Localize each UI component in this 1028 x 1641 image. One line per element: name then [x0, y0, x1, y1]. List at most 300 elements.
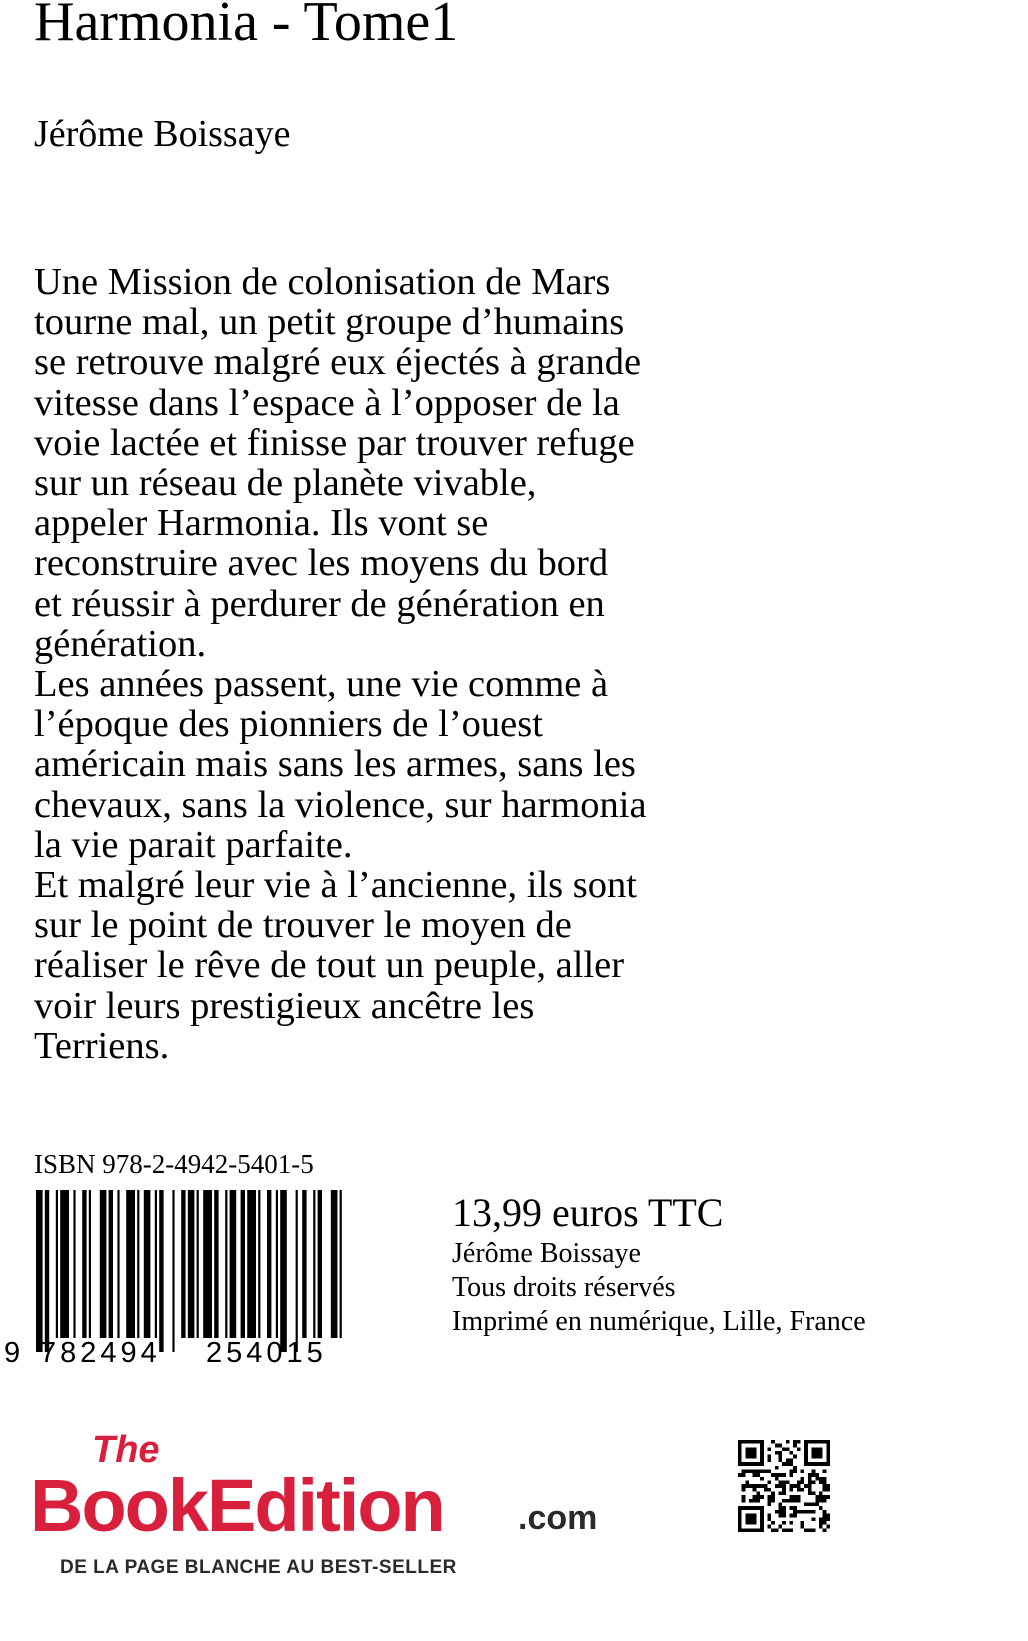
qr-module: [775, 1473, 779, 1477]
qr-modules: [738, 1440, 830, 1532]
qr-module: [738, 1506, 742, 1510]
qr-module: [742, 1488, 746, 1492]
logo-the: The: [92, 1429, 160, 1471]
qr-module: [767, 1495, 771, 1499]
qr-module: [797, 1447, 801, 1451]
qr-module: [819, 1440, 823, 1444]
qr-module: [782, 1528, 786, 1532]
qr-module: [771, 1528, 775, 1532]
qr-module: [815, 1447, 819, 1451]
qr-module: [808, 1503, 812, 1507]
qr-module: [790, 1521, 794, 1525]
qr-module: [826, 1488, 830, 1492]
qr-module: [804, 1462, 808, 1466]
qr-module: [819, 1495, 823, 1499]
qr-module: [819, 1477, 823, 1481]
barcode-bar: [89, 1190, 91, 1338]
qr-module: [749, 1440, 753, 1444]
qr-module: [786, 1499, 790, 1503]
qr-module: [826, 1525, 830, 1529]
qr-module: [819, 1521, 823, 1525]
qr-module: [808, 1462, 812, 1466]
qr-module: [745, 1451, 749, 1455]
qr-module: [819, 1462, 823, 1466]
qr-module: [812, 1447, 816, 1451]
qr-module: [742, 1473, 746, 1477]
qr-module: [793, 1510, 797, 1514]
qr-module: [771, 1440, 775, 1444]
qr-module: [812, 1462, 816, 1466]
qr-module: [753, 1521, 757, 1525]
qr-module: [808, 1510, 812, 1514]
qr-module: [801, 1488, 805, 1492]
qr-module: [793, 1466, 797, 1470]
qr-module: [767, 1525, 771, 1529]
publication-author: Jérôme Boissaye: [452, 1238, 641, 1269]
qr-module: [771, 1521, 775, 1525]
qr-module: [782, 1492, 786, 1496]
qr-module: [745, 1521, 749, 1525]
barcode-bar: [214, 1190, 218, 1338]
qr-module: [808, 1480, 812, 1484]
qr-module: [778, 1503, 782, 1507]
bookedition-logo: [30, 1430, 600, 1630]
qr-module: [782, 1473, 786, 1477]
qr-module: [801, 1525, 805, 1529]
qr-module: [753, 1469, 757, 1473]
barcode-bar: [230, 1190, 237, 1338]
qr-module: [797, 1484, 801, 1488]
qr-module: [823, 1469, 827, 1473]
qr-module: [756, 1528, 760, 1532]
qr-module: [767, 1503, 771, 1507]
qr-module: [801, 1469, 805, 1473]
qr-module: [767, 1499, 771, 1503]
qr-module: [767, 1455, 771, 1459]
qr-module: [826, 1447, 830, 1451]
qr-module: [782, 1447, 786, 1451]
qr-module: [760, 1469, 764, 1473]
qr-module: [749, 1455, 753, 1459]
qr-module: [815, 1462, 819, 1466]
qr-module: [742, 1528, 746, 1532]
qr-module: [826, 1462, 830, 1466]
qr-module: [742, 1469, 746, 1473]
qr-module: [778, 1525, 782, 1529]
qr-module: [801, 1521, 805, 1525]
qr-module: [756, 1469, 760, 1473]
qr-module: [756, 1462, 760, 1466]
qr-module: [764, 1469, 768, 1473]
barcode-bar: [36, 1190, 43, 1352]
qr-module: [808, 1477, 812, 1481]
qr-module: [782, 1480, 786, 1484]
qr-module: [753, 1455, 757, 1459]
qr-module: [771, 1473, 775, 1477]
qr-module: [745, 1480, 749, 1484]
barcode-bar: [137, 1190, 139, 1338]
qr-module: [801, 1477, 805, 1481]
qr-module: [826, 1514, 830, 1518]
qr-module: [793, 1499, 797, 1503]
qr-module: [826, 1495, 830, 1499]
qr-module: [797, 1499, 801, 1503]
qr-module: [753, 1528, 757, 1532]
qr-module: [775, 1477, 779, 1481]
qr-module: [756, 1495, 760, 1499]
barcode-bar: [280, 1190, 287, 1352]
qr-module: [756, 1499, 760, 1503]
qr-module: [804, 1510, 808, 1514]
qr-module: [764, 1484, 768, 1488]
qr-module: [823, 1477, 827, 1481]
qr-module: [738, 1440, 742, 1444]
qr-module: [823, 1484, 827, 1488]
barcode-bar: [126, 1190, 135, 1338]
synopsis-line: génération.: [34, 622, 207, 665]
barcode-bar: [144, 1190, 151, 1338]
qr-module: [760, 1510, 764, 1514]
qr-module: [749, 1447, 753, 1451]
barcode-bar: [296, 1190, 298, 1352]
qr-module: [804, 1444, 808, 1448]
qr-module: [804, 1455, 808, 1459]
qr-module: [753, 1506, 757, 1510]
qr-module: [745, 1514, 749, 1518]
synopsis-line: reconstruire avec les moyens du bord: [34, 542, 609, 585]
qr-module: [745, 1506, 749, 1510]
qr-module: [804, 1440, 808, 1444]
qr-module: [753, 1517, 757, 1521]
synopsis-line: Les années passent, une vie comme à: [34, 663, 609, 706]
qr-module: [786, 1458, 790, 1462]
qr-module: [778, 1473, 782, 1477]
qr-module: [742, 1484, 746, 1488]
qr-module: [782, 1514, 786, 1518]
qr-module: [760, 1517, 764, 1521]
synopsis-line: vitesse dans l’espace à l’opposer de la: [34, 381, 620, 424]
barcode-right-digits: 254015: [206, 1337, 327, 1369]
barcode-bar: [159, 1190, 163, 1352]
qr-module: [790, 1506, 794, 1510]
barcode-bar: [172, 1190, 174, 1352]
qr-module: [815, 1451, 819, 1455]
qr-module: [790, 1499, 794, 1503]
qr-module: [767, 1514, 771, 1518]
barcode-bar: [258, 1190, 260, 1338]
qr-module: [804, 1484, 808, 1488]
qr-module: [760, 1440, 764, 1444]
qr-module: [778, 1492, 782, 1496]
barcode-first-digit: 9: [4, 1337, 21, 1369]
qr-module: [790, 1488, 794, 1492]
qr-module: [782, 1462, 786, 1466]
qr-module: [756, 1506, 760, 1510]
qr-module: [753, 1473, 757, 1477]
qr-module: [823, 1528, 827, 1532]
synopsis-line: se retrouve malgré eux éjectés à grande: [34, 341, 642, 384]
barcode-bar: [100, 1190, 107, 1338]
qr-module: [756, 1492, 760, 1496]
qr-module: [745, 1462, 749, 1466]
qr-module: [793, 1444, 797, 1448]
qr-module: [775, 1444, 779, 1448]
qr-module: [808, 1488, 812, 1492]
barcode-left-digits: 782494: [40, 1337, 161, 1369]
qr-module: [760, 1462, 764, 1466]
barcode-bar: [276, 1190, 278, 1338]
qr-module: [778, 1444, 782, 1448]
qr-module: [760, 1484, 764, 1488]
synopsis-line: sur le point de trouver le moyen de: [34, 904, 572, 947]
barcode-bar: [340, 1190, 342, 1338]
qr-module: [753, 1499, 757, 1503]
qr-module: [753, 1484, 757, 1488]
qr-module: [753, 1514, 757, 1518]
qr-module: [793, 1506, 797, 1510]
price: 13,99 euros TTC: [452, 1190, 724, 1235]
qr-module: [823, 1495, 827, 1499]
qr-module: [778, 1506, 782, 1510]
barcode-bar: [60, 1190, 69, 1338]
logo-tagline: DE LA PAGE BLANCHE AU BEST-SELLER: [60, 1557, 457, 1578]
qr-module: [745, 1440, 749, 1444]
barcode-bar: [241, 1190, 245, 1338]
qr-module: [767, 1488, 771, 1492]
synopsis-text: [34, 262, 864, 1066]
qr-module: [812, 1455, 816, 1459]
qr-module: [790, 1484, 794, 1488]
qr-module: [804, 1451, 808, 1455]
qr-module: [749, 1499, 753, 1503]
qr-module: [760, 1451, 764, 1455]
qr-module: [753, 1451, 757, 1455]
qr-module: [812, 1492, 816, 1496]
qr-module: [760, 1477, 764, 1481]
qr-module: [749, 1517, 753, 1521]
barcode-bar: [45, 1190, 49, 1352]
qr-module: [738, 1473, 742, 1477]
qr-module: [778, 1455, 782, 1459]
qr-module: [742, 1462, 746, 1466]
qr-module: [745, 1469, 749, 1473]
qr-module: [793, 1514, 797, 1518]
qr-module: [797, 1495, 801, 1499]
qr-module: [790, 1462, 794, 1466]
qr-module: [823, 1462, 827, 1466]
qr-module: [808, 1492, 812, 1496]
qr-module: [823, 1480, 827, 1484]
synopsis-line: la vie parait parfaite.: [34, 823, 353, 866]
qr-module: [753, 1447, 757, 1451]
qr-module: [808, 1528, 812, 1532]
qr-module: [808, 1473, 812, 1477]
qr-module: [767, 1447, 771, 1451]
qr-module: [738, 1528, 742, 1532]
qr-module: [790, 1469, 794, 1473]
qr-module: [749, 1506, 753, 1510]
qr-module: [819, 1480, 823, 1484]
qr-module: [819, 1447, 823, 1451]
qr-module: [797, 1440, 801, 1444]
synopsis-line: voir leurs prestigieux ancêtre les: [34, 984, 535, 1027]
synopsis-line: et réussir à perdurer de génération en: [34, 582, 605, 625]
qr-module: [815, 1477, 819, 1481]
qr-module: [778, 1451, 782, 1455]
qr-module: [819, 1499, 823, 1503]
ean-barcode: [0, 1190, 410, 1370]
qr-module: [771, 1492, 775, 1496]
qr-module: [826, 1444, 830, 1448]
qr-module: [753, 1462, 757, 1466]
qr-module: [749, 1469, 753, 1473]
synopsis-line: Une Mission de colonisation de Mars: [34, 261, 611, 303]
barcode-bar: [318, 1190, 322, 1338]
barcode-bar: [302, 1190, 306, 1338]
qr-module: [815, 1473, 819, 1477]
qr-module: [793, 1440, 797, 1444]
qr-module: [738, 1517, 742, 1521]
qr-module: [804, 1458, 808, 1462]
qr-module: [760, 1455, 764, 1459]
qr-module: [738, 1525, 742, 1529]
qr-module: [790, 1458, 794, 1462]
qr-module: [823, 1488, 827, 1492]
qr-module: [767, 1480, 771, 1484]
qr-module: [738, 1451, 742, 1455]
qr-module: [782, 1488, 786, 1492]
qr-module: [760, 1495, 764, 1499]
qr-module: [764, 1488, 768, 1492]
barcode-bar: [181, 1190, 185, 1338]
qr-module: [819, 1451, 823, 1455]
qr-module: [749, 1451, 753, 1455]
qr-module: [823, 1514, 827, 1518]
qr-module: [823, 1499, 827, 1503]
barcode-bar: [109, 1190, 113, 1338]
qr-module: [749, 1462, 753, 1466]
qr-module: [815, 1495, 819, 1499]
qr-module: [782, 1484, 786, 1488]
qr-module: [782, 1506, 786, 1510]
qr-module: [782, 1510, 786, 1514]
qr-module: [790, 1528, 794, 1532]
qr-module: [826, 1484, 830, 1488]
qr-module: [738, 1521, 742, 1525]
qr-module: [804, 1528, 808, 1532]
qr-module: [778, 1480, 782, 1484]
qr-module: [801, 1510, 805, 1514]
qr-module: [753, 1495, 757, 1499]
qr-module: [786, 1480, 790, 1484]
synopsis-line: Et malgré leur vie à l’ancienne, ils sont: [34, 864, 637, 907]
barcode-bar: [155, 1190, 157, 1338]
qr-module: [823, 1521, 827, 1525]
barcode-bar: [82, 1190, 86, 1338]
qr-module: [760, 1447, 764, 1451]
qr-module: [767, 1517, 771, 1521]
qr-module: [775, 1510, 779, 1514]
qr-module: [808, 1484, 812, 1488]
qr-module: [738, 1455, 742, 1459]
qr-module: [738, 1444, 742, 1448]
logo-name: BookEdition: [30, 1464, 444, 1547]
qr-module: [742, 1440, 746, 1444]
barcode-bar: [117, 1190, 119, 1338]
qr-module: [815, 1499, 819, 1503]
qr-module: [738, 1510, 742, 1514]
qr-module: [775, 1484, 779, 1488]
qr-module: [793, 1495, 797, 1499]
qr-module: [808, 1440, 812, 1444]
barcode-bar: [188, 1190, 195, 1338]
barcode-bar: [73, 1190, 75, 1338]
barcode-bar: [197, 1190, 199, 1338]
qr-module: [826, 1458, 830, 1462]
qr-module: [760, 1525, 764, 1529]
qr-module: [749, 1514, 753, 1518]
qr-module: [826, 1517, 830, 1521]
qr-module: [745, 1455, 749, 1459]
qr-module: [760, 1458, 764, 1462]
qr-module: [745, 1528, 749, 1532]
qr-module: [786, 1440, 790, 1444]
qr-module: [778, 1510, 782, 1514]
qr-module: [749, 1528, 753, 1532]
qr-module: [793, 1469, 797, 1473]
qr-module: [804, 1447, 808, 1451]
qr-module: [797, 1480, 801, 1484]
synopsis-line: chevaux, sans la violence, sur harmonia: [34, 783, 647, 826]
qr-module: [819, 1517, 823, 1521]
qr-module: [760, 1444, 764, 1448]
rights-notice: Tous droits réservés: [452, 1272, 676, 1303]
qr-module: [745, 1447, 749, 1451]
qr-module: [812, 1517, 816, 1521]
synopsis-line: tourne mal, un petit groupe d’humains: [34, 301, 625, 344]
qr-module: [771, 1499, 775, 1503]
qr-module: [786, 1528, 790, 1532]
qr-module: [760, 1528, 764, 1532]
qr-module: [797, 1488, 801, 1492]
qr-module: [742, 1495, 746, 1499]
synopsis-line: l’époque des pionniers de l’ouest: [34, 703, 543, 746]
barcode-bar: [203, 1190, 212, 1338]
qr-module: [823, 1440, 827, 1444]
qr-module: [804, 1503, 808, 1507]
qr-module: [778, 1514, 782, 1518]
qr-module: [738, 1458, 742, 1462]
qr-module: [742, 1499, 746, 1503]
qr-module: [823, 1517, 827, 1521]
qr-module: [793, 1455, 797, 1459]
qr-module: [790, 1495, 794, 1499]
qr-module: [826, 1455, 830, 1459]
qr-module: [823, 1510, 827, 1514]
qr-module: [749, 1484, 753, 1488]
synopsis-line: voie lactée et finisse par trouver refuge: [34, 421, 635, 464]
qr-module: [786, 1447, 790, 1451]
barcode-bar: [225, 1190, 227, 1338]
qr-module: [775, 1451, 779, 1455]
qr-module: [815, 1503, 819, 1507]
qr-module: [812, 1469, 816, 1473]
isbn-label: ISBN 978-2-4942-5401-5: [34, 1149, 314, 1179]
logo-domain: .com: [518, 1499, 598, 1537]
barcode-bars: [36, 1190, 342, 1352]
qr-module: [760, 1506, 764, 1510]
qr-module: [819, 1492, 823, 1496]
